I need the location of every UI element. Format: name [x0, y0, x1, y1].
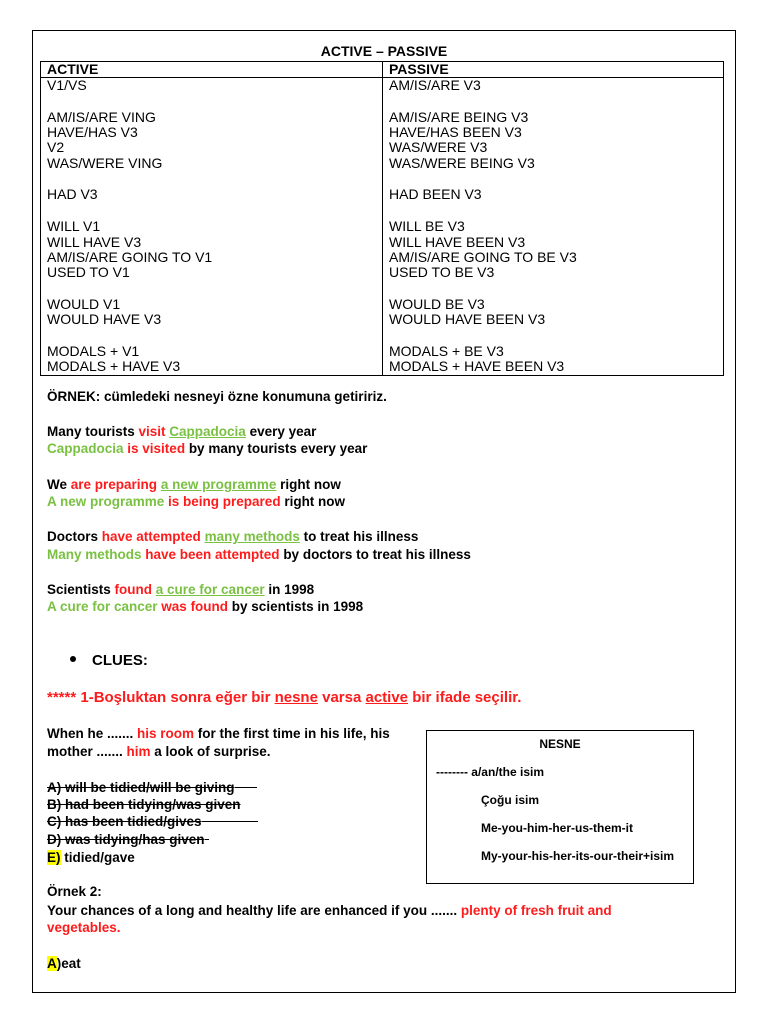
option-a — [47, 780, 257, 796]
header-active: ACTIVE — [41, 62, 383, 78]
answer-text: tidied/gave — [60, 850, 135, 865]
passive-cell-line: WOULD BE V3 — [389, 295, 485, 312]
clues-heading — [70, 652, 148, 669]
example-2-line-1 — [47, 903, 612, 919]
passive-cell-line: AM/IS/ARE BEING V3 — [389, 108, 529, 125]
ornek-note: ÖRNEK: cümledeki nesneyi özne konumuna getiririz. — [47, 389, 387, 404]
answer-letter: E) — [47, 850, 61, 865]
option-text: B) had been tidying/was given — [47, 797, 241, 812]
passive-cell-line — [389, 93, 723, 110]
object-green: a new programme — [160, 477, 277, 492]
object-red: plenty of fresh fruit and — [460, 903, 612, 918]
example-3-passive — [47, 547, 471, 563]
active-cell-line: V1/VS — [47, 77, 87, 93]
passive-cell-line: WOULD HAVE BEEN V3 — [389, 311, 546, 328]
active-cell-line — [47, 171, 382, 188]
subject-green: A new programme — [47, 494, 165, 509]
text: We — [47, 477, 71, 492]
rule-keyword: active — [365, 689, 409, 706]
option-b — [47, 797, 241, 813]
active-cell-line — [47, 280, 382, 297]
active-cell-line: WAS/WERE VING — [47, 154, 163, 171]
option-text: A) will be tidied/will be giving — [47, 780, 235, 795]
nesne-line: My-your-his-her-its-our-their+isim — [481, 849, 675, 863]
active-cell-line: AM/IS/ARE VING — [47, 108, 156, 125]
clues-label: CLUES: — [92, 652, 148, 669]
option-c — [47, 814, 258, 830]
object-green: Cappadocia — [169, 424, 246, 439]
strike-line — [205, 839, 209, 840]
verb-red: visit — [138, 424, 166, 439]
passive-cell-line — [389, 328, 723, 345]
passive-cell-line: MODALS + BE V3 — [389, 343, 504, 360]
verb-red: found — [114, 582, 153, 597]
passive-cell-line: AM/IS/ARE GOING TO BE V3 — [389, 248, 577, 265]
example-2-label: Örnek 2: — [47, 884, 102, 899]
object-green: a cure for cancer — [155, 582, 265, 597]
active-cell-line: WOULD HAVE V3 — [47, 311, 162, 328]
example-2-passive — [47, 494, 345, 510]
passive-column — [383, 78, 724, 376]
text: by scientists in 1998 — [228, 599, 364, 614]
passive-cell-line — [389, 203, 723, 220]
active-column — [41, 78, 383, 376]
answer-letter: A — [47, 956, 57, 971]
question-1-line-2 — [47, 744, 271, 760]
text: to treat his illness — [299, 529, 419, 544]
active-cell-line: WILL V1 — [47, 218, 101, 235]
option-e-answer — [47, 850, 135, 866]
text: bir ifade seçilir. — [408, 689, 522, 706]
example-4-passive — [47, 599, 363, 615]
example-1-active — [47, 424, 316, 440]
object-red: his room — [137, 726, 195, 741]
rule-keyword: nesne — [274, 689, 318, 706]
example-1-passive — [47, 441, 367, 457]
passive-cell-line: WILL HAVE BEEN V3 — [389, 233, 526, 250]
subject-green: Cappadocia — [47, 441, 124, 456]
active-cell-line: WILL HAVE V3 — [47, 233, 142, 250]
active-cell-line — [47, 93, 382, 110]
text: Many tourists — [47, 424, 139, 439]
example-4-active — [47, 582, 314, 598]
example-2-answer — [47, 956, 81, 972]
active-cell-line: V2 — [47, 139, 65, 156]
answer-text: )eat — [56, 956, 81, 971]
verb-red: is being prepared — [164, 494, 281, 509]
subject-green: Many methods — [47, 547, 142, 562]
text: Scientists — [47, 582, 115, 597]
passive-cell-line: HAD BEEN V3 — [389, 186, 482, 203]
verb-red: is visited — [123, 441, 186, 456]
nesne-box — [426, 730, 694, 884]
object-red: him — [126, 744, 151, 759]
active-cell-line: HAVE/HAS V3 — [47, 124, 138, 141]
active-cell-line: AM/IS/ARE GOING TO V1 — [47, 248, 213, 265]
option-d — [47, 832, 209, 848]
passive-cell-line: WAS/WERE V3 — [389, 139, 488, 156]
question-1-line-1 — [47, 726, 390, 742]
text: for the first time in his life, his — [194, 726, 390, 741]
nesne-line: -------- a/an/the isim — [436, 765, 544, 779]
example-2-line-2: vegetables. — [47, 920, 121, 935]
active-cell-line — [47, 203, 382, 220]
passive-cell-line: WAS/WERE BEING V3 — [389, 154, 535, 171]
text: every year — [245, 424, 317, 439]
text: Doctors — [47, 529, 102, 544]
text: in 1998 — [264, 582, 315, 597]
verb-red: have been attempted — [141, 547, 280, 562]
bullet-icon — [70, 656, 76, 662]
strike-line — [202, 821, 258, 822]
option-text: D) was tidying/has given — [47, 832, 205, 847]
passive-cell-line — [389, 280, 723, 297]
text: a look of surprise. — [150, 744, 271, 759]
passive-cell-line — [389, 171, 723, 188]
active-cell-line — [47, 328, 382, 345]
text: varsa — [317, 689, 366, 706]
active-cell-line: WOULD V1 — [47, 295, 121, 312]
text: by many tourists every year — [185, 441, 368, 456]
passive-cell-line: AM/IS/ARE V3 — [389, 77, 481, 93]
text: When he ....... — [47, 726, 138, 741]
verb-red: are preparing — [70, 477, 158, 492]
subject-green: A cure for cancer — [47, 599, 158, 614]
passive-cell-line: HAVE/HAS BEEN V3 — [389, 124, 522, 141]
text: right now — [276, 477, 341, 492]
nesne-line: Me-you-him-her-us-them-it — [481, 821, 633, 835]
header-passive: PASSIVE — [383, 62, 724, 78]
text: ***** 1-Boşluktan sonra eğer bir — [47, 689, 275, 706]
nesne-line: Çoğu isim — [481, 793, 540, 807]
option-text: C) has been tidied/gives — [47, 814, 202, 829]
text: Your chances of a long and healthy life are enhanced if you ....... — [47, 903, 461, 918]
active-cell-line: HAD V3 — [47, 186, 98, 203]
passive-cell-line: WILL BE V3 — [389, 218, 465, 235]
object-green: many methods — [204, 529, 300, 544]
text: right now — [280, 494, 346, 509]
verb-red: have attempted — [101, 529, 201, 544]
text: mother ....... — [47, 744, 127, 759]
nesne-title: NESNE — [539, 737, 581, 751]
active-passive-table — [40, 61, 724, 376]
passive-cell-line: USED TO BE V3 — [389, 264, 495, 281]
text: by doctors to treat his illness — [279, 547, 471, 562]
example-3-active — [47, 529, 418, 545]
example-2-active — [47, 477, 341, 493]
active-cell-line: USED TO V1 — [47, 264, 130, 281]
active-cell-line: MODALS + HAVE V3 — [47, 358, 181, 375]
rule-1 — [47, 689, 521, 706]
active-cell-line: MODALS + V1 — [47, 343, 140, 360]
passive-cell-line: MODALS + HAVE BEEN V3 — [389, 358, 565, 375]
strike-line — [235, 787, 257, 788]
verb-red: was found — [157, 599, 229, 614]
page-title: ACTIVE – PASSIVE — [320, 43, 448, 59]
